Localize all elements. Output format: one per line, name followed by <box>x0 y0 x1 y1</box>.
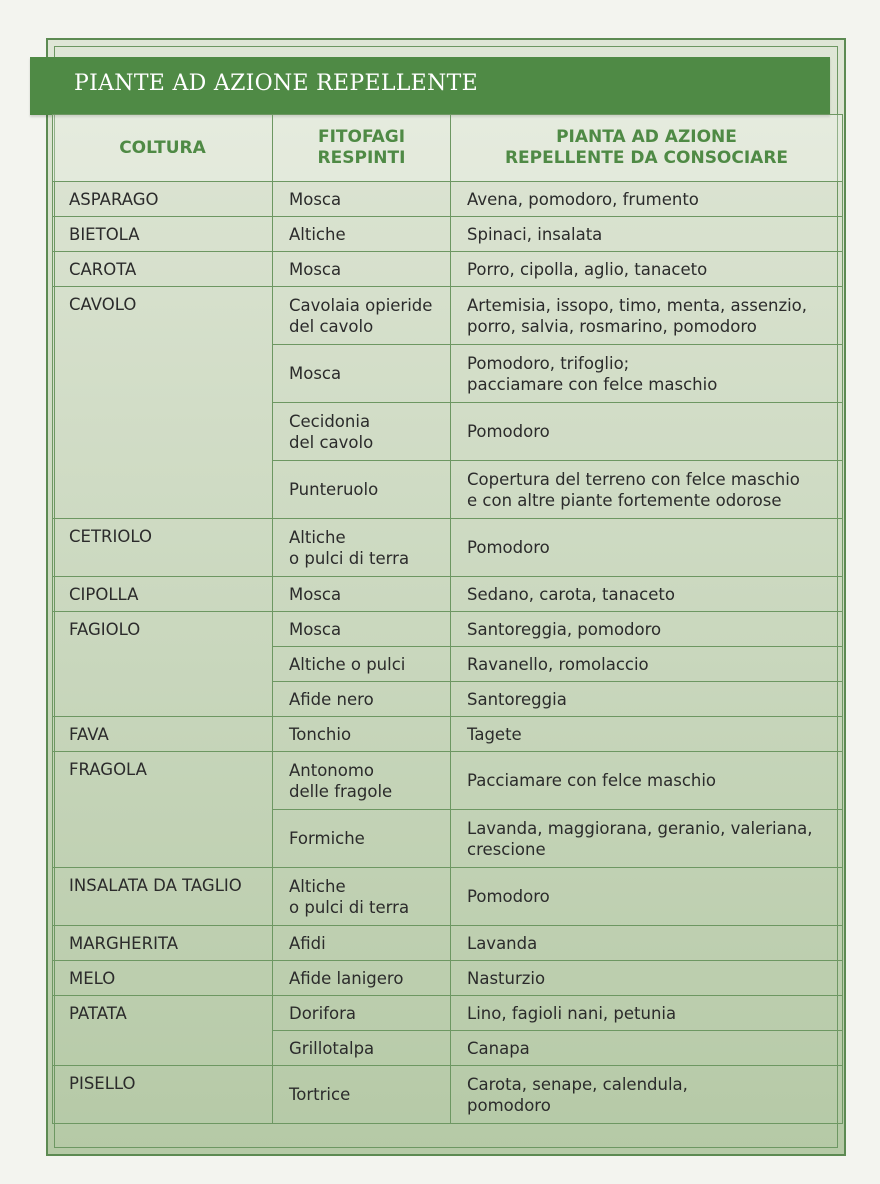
pest-line: o pulci di terra <box>289 548 410 568</box>
pest-cell <box>273 461 451 519</box>
plant-cell <box>451 252 843 287</box>
pest-line: Altiche o pulci <box>289 654 406 674</box>
pest-line: Formiche <box>289 829 365 848</box>
pest-line: Altiche <box>289 224 346 244</box>
header-pianta-line-1: PIANTA AD AZIONE <box>556 127 737 147</box>
pest-cell <box>273 647 451 682</box>
table-row <box>53 612 843 647</box>
table-row <box>53 252 843 287</box>
plant-cell <box>451 752 843 810</box>
pest-cell <box>273 810 451 868</box>
table-row <box>53 868 843 926</box>
pest-line: Afide lanigero <box>289 968 404 988</box>
crop-cell: BIETOLA <box>53 217 273 252</box>
page-title: PIANTE AD AZIONE REPELLENTE <box>74 71 478 96</box>
crop-cell: PATATA <box>53 996 273 1066</box>
table-header-row <box>53 115 843 182</box>
pest-cell <box>273 868 451 926</box>
pest-line: Antonomo <box>289 760 375 780</box>
pest-cell <box>273 717 451 752</box>
plant-line: Pomodoro <box>467 538 550 557</box>
crop-cell: ASPARAGO <box>53 182 273 217</box>
pest-line: Punteruolo <box>289 480 379 499</box>
pest-line: Tortrice <box>289 1085 351 1104</box>
table-body <box>53 182 843 1124</box>
table-row <box>53 1066 843 1124</box>
plant-cell <box>451 868 843 926</box>
title-banner <box>30 57 830 115</box>
plant-line: Copertura del terreno con felce maschio <box>467 469 800 489</box>
pest-line: Tonchio <box>289 724 352 744</box>
crop-cell: FAGIOLO <box>53 612 273 717</box>
plant-line: Santoreggia <box>467 689 567 709</box>
plant-cell <box>451 682 843 717</box>
plant-line: porro, salvia, rosmarino, pomodoro <box>467 316 757 336</box>
pest-cell <box>273 345 451 403</box>
plant-cell <box>451 926 843 961</box>
plant-line: Santoreggia, pomodoro <box>467 619 662 639</box>
plant-cell <box>451 996 843 1031</box>
pest-cell <box>273 403 451 461</box>
header-pianta <box>451 115 843 182</box>
plant-line: crescione <box>467 839 546 859</box>
table-row <box>53 519 843 577</box>
plant-line: pomodoro <box>467 1095 551 1115</box>
pest-line: Dorifora <box>289 1003 356 1023</box>
pest-cell <box>273 577 451 612</box>
plant-cell <box>451 1031 843 1066</box>
table-row <box>53 287 843 345</box>
plant-line: Lavanda <box>467 933 538 953</box>
pest-line: Afidi <box>289 933 326 953</box>
plant-cell <box>451 519 843 577</box>
table-row <box>53 961 843 996</box>
plant-cell <box>451 717 843 752</box>
pest-line: Altiche <box>289 527 346 547</box>
pest-line: Grillotalpa <box>289 1038 375 1058</box>
plant-cell <box>451 403 843 461</box>
plant-line: Artemisia, issopo, timo, menta, assenzio, <box>467 295 808 315</box>
crop-cell: CIPOLLA <box>53 577 273 612</box>
pest-line: Afide nero <box>289 689 374 709</box>
plant-cell <box>451 461 843 519</box>
plant-cell <box>451 345 843 403</box>
pest-line: Mosca <box>289 259 342 279</box>
crop-cell: CETRIOLO <box>53 519 273 577</box>
header-fitofagi-line-2: RESPINTI <box>317 148 406 168</box>
crop-cell: INSALATA DA TAGLIO <box>53 868 273 926</box>
pest-line: o pulci di terra <box>289 897 410 917</box>
plant-cell <box>451 647 843 682</box>
plant-line: Lino, fagioli nani, petunia <box>467 1003 677 1023</box>
plant-line: Porro, cipolla, aglio, tanaceto <box>467 259 708 279</box>
pest-cell <box>273 682 451 717</box>
crop-cell: MARGHERITA <box>53 926 273 961</box>
plant-cell <box>451 577 843 612</box>
table-row <box>53 717 843 752</box>
table-row <box>53 577 843 612</box>
pest-cell <box>273 612 451 647</box>
plant-cell <box>451 182 843 217</box>
table-row <box>53 752 843 810</box>
plant-line: pacciamare con felce maschio <box>467 374 718 394</box>
plant-line: Pomodoro <box>467 887 550 906</box>
pest-cell <box>273 217 451 252</box>
header-fitofagi <box>273 115 451 182</box>
pest-cell <box>273 926 451 961</box>
pest-line: Cavolaia opieride <box>289 295 433 315</box>
pest-line: delle fragole <box>289 781 393 801</box>
pest-line: del cavolo <box>289 316 374 336</box>
header-fitofagi-line-1: FITOFAGI <box>317 127 406 147</box>
plant-cell <box>451 961 843 996</box>
plant-line: Tagete <box>467 724 522 744</box>
table-row <box>53 182 843 217</box>
pest-cell <box>273 961 451 996</box>
pest-cell <box>273 1031 451 1066</box>
plant-cell <box>451 810 843 868</box>
pest-line: Altiche <box>289 876 346 896</box>
plant-line: e con altre piante fortemente odorose <box>467 490 782 510</box>
header-coltura-label: COLTURA <box>119 137 206 158</box>
plant-line: Avena, pomodoro, frumento <box>467 189 699 209</box>
table-row <box>53 926 843 961</box>
crop-cell: PISELLO <box>53 1066 273 1124</box>
plant-line: Carota, senape, calendula, <box>467 1074 688 1094</box>
plant-line: Nasturzio <box>467 968 546 988</box>
pest-cell <box>273 519 451 577</box>
table-row <box>53 996 843 1031</box>
plant-line: Lavanda, maggiorana, geranio, valeriana, <box>467 818 813 838</box>
pest-cell <box>273 287 451 345</box>
plant-line: Pacciamare con felce maschio <box>467 771 717 790</box>
pest-cell <box>273 1066 451 1124</box>
pest-line: Mosca <box>289 584 342 604</box>
plant-line: Pomodoro <box>467 422 550 441</box>
pest-cell <box>273 182 451 217</box>
pest-cell <box>273 996 451 1031</box>
plant-line: Canapa <box>467 1038 530 1058</box>
repellent-plants-table <box>52 114 843 1124</box>
pest-cell <box>273 752 451 810</box>
plant-cell <box>451 217 843 252</box>
crop-cell: MELO <box>53 961 273 996</box>
pest-line: del cavolo <box>289 432 374 452</box>
crop-cell: FRAGOLA <box>53 752 273 868</box>
plant-line: Ravanello, romolaccio <box>467 654 649 674</box>
pest-line: Mosca <box>289 189 342 209</box>
plant-line: Spinaci, insalata <box>467 224 603 244</box>
pest-line: Mosca <box>289 364 342 383</box>
plant-line: Sedano, carota, tanaceto <box>467 584 675 604</box>
pest-line: Mosca <box>289 619 342 639</box>
header-pianta-line-2: REPELLENTE DA CONSOCIARE <box>504 148 789 168</box>
plant-cell <box>451 287 843 345</box>
pest-line: Cecidonia <box>289 411 371 431</box>
plant-cell <box>451 1066 843 1124</box>
pest-cell <box>273 252 451 287</box>
crop-cell: CAVOLO <box>53 287 273 519</box>
table-row <box>53 217 843 252</box>
plant-cell <box>451 612 843 647</box>
header-coltura <box>53 115 273 182</box>
plant-line: Pomodoro, trifoglio; <box>467 353 630 373</box>
crop-cell: CAROTA <box>53 252 273 287</box>
crop-cell: FAVA <box>53 717 273 752</box>
